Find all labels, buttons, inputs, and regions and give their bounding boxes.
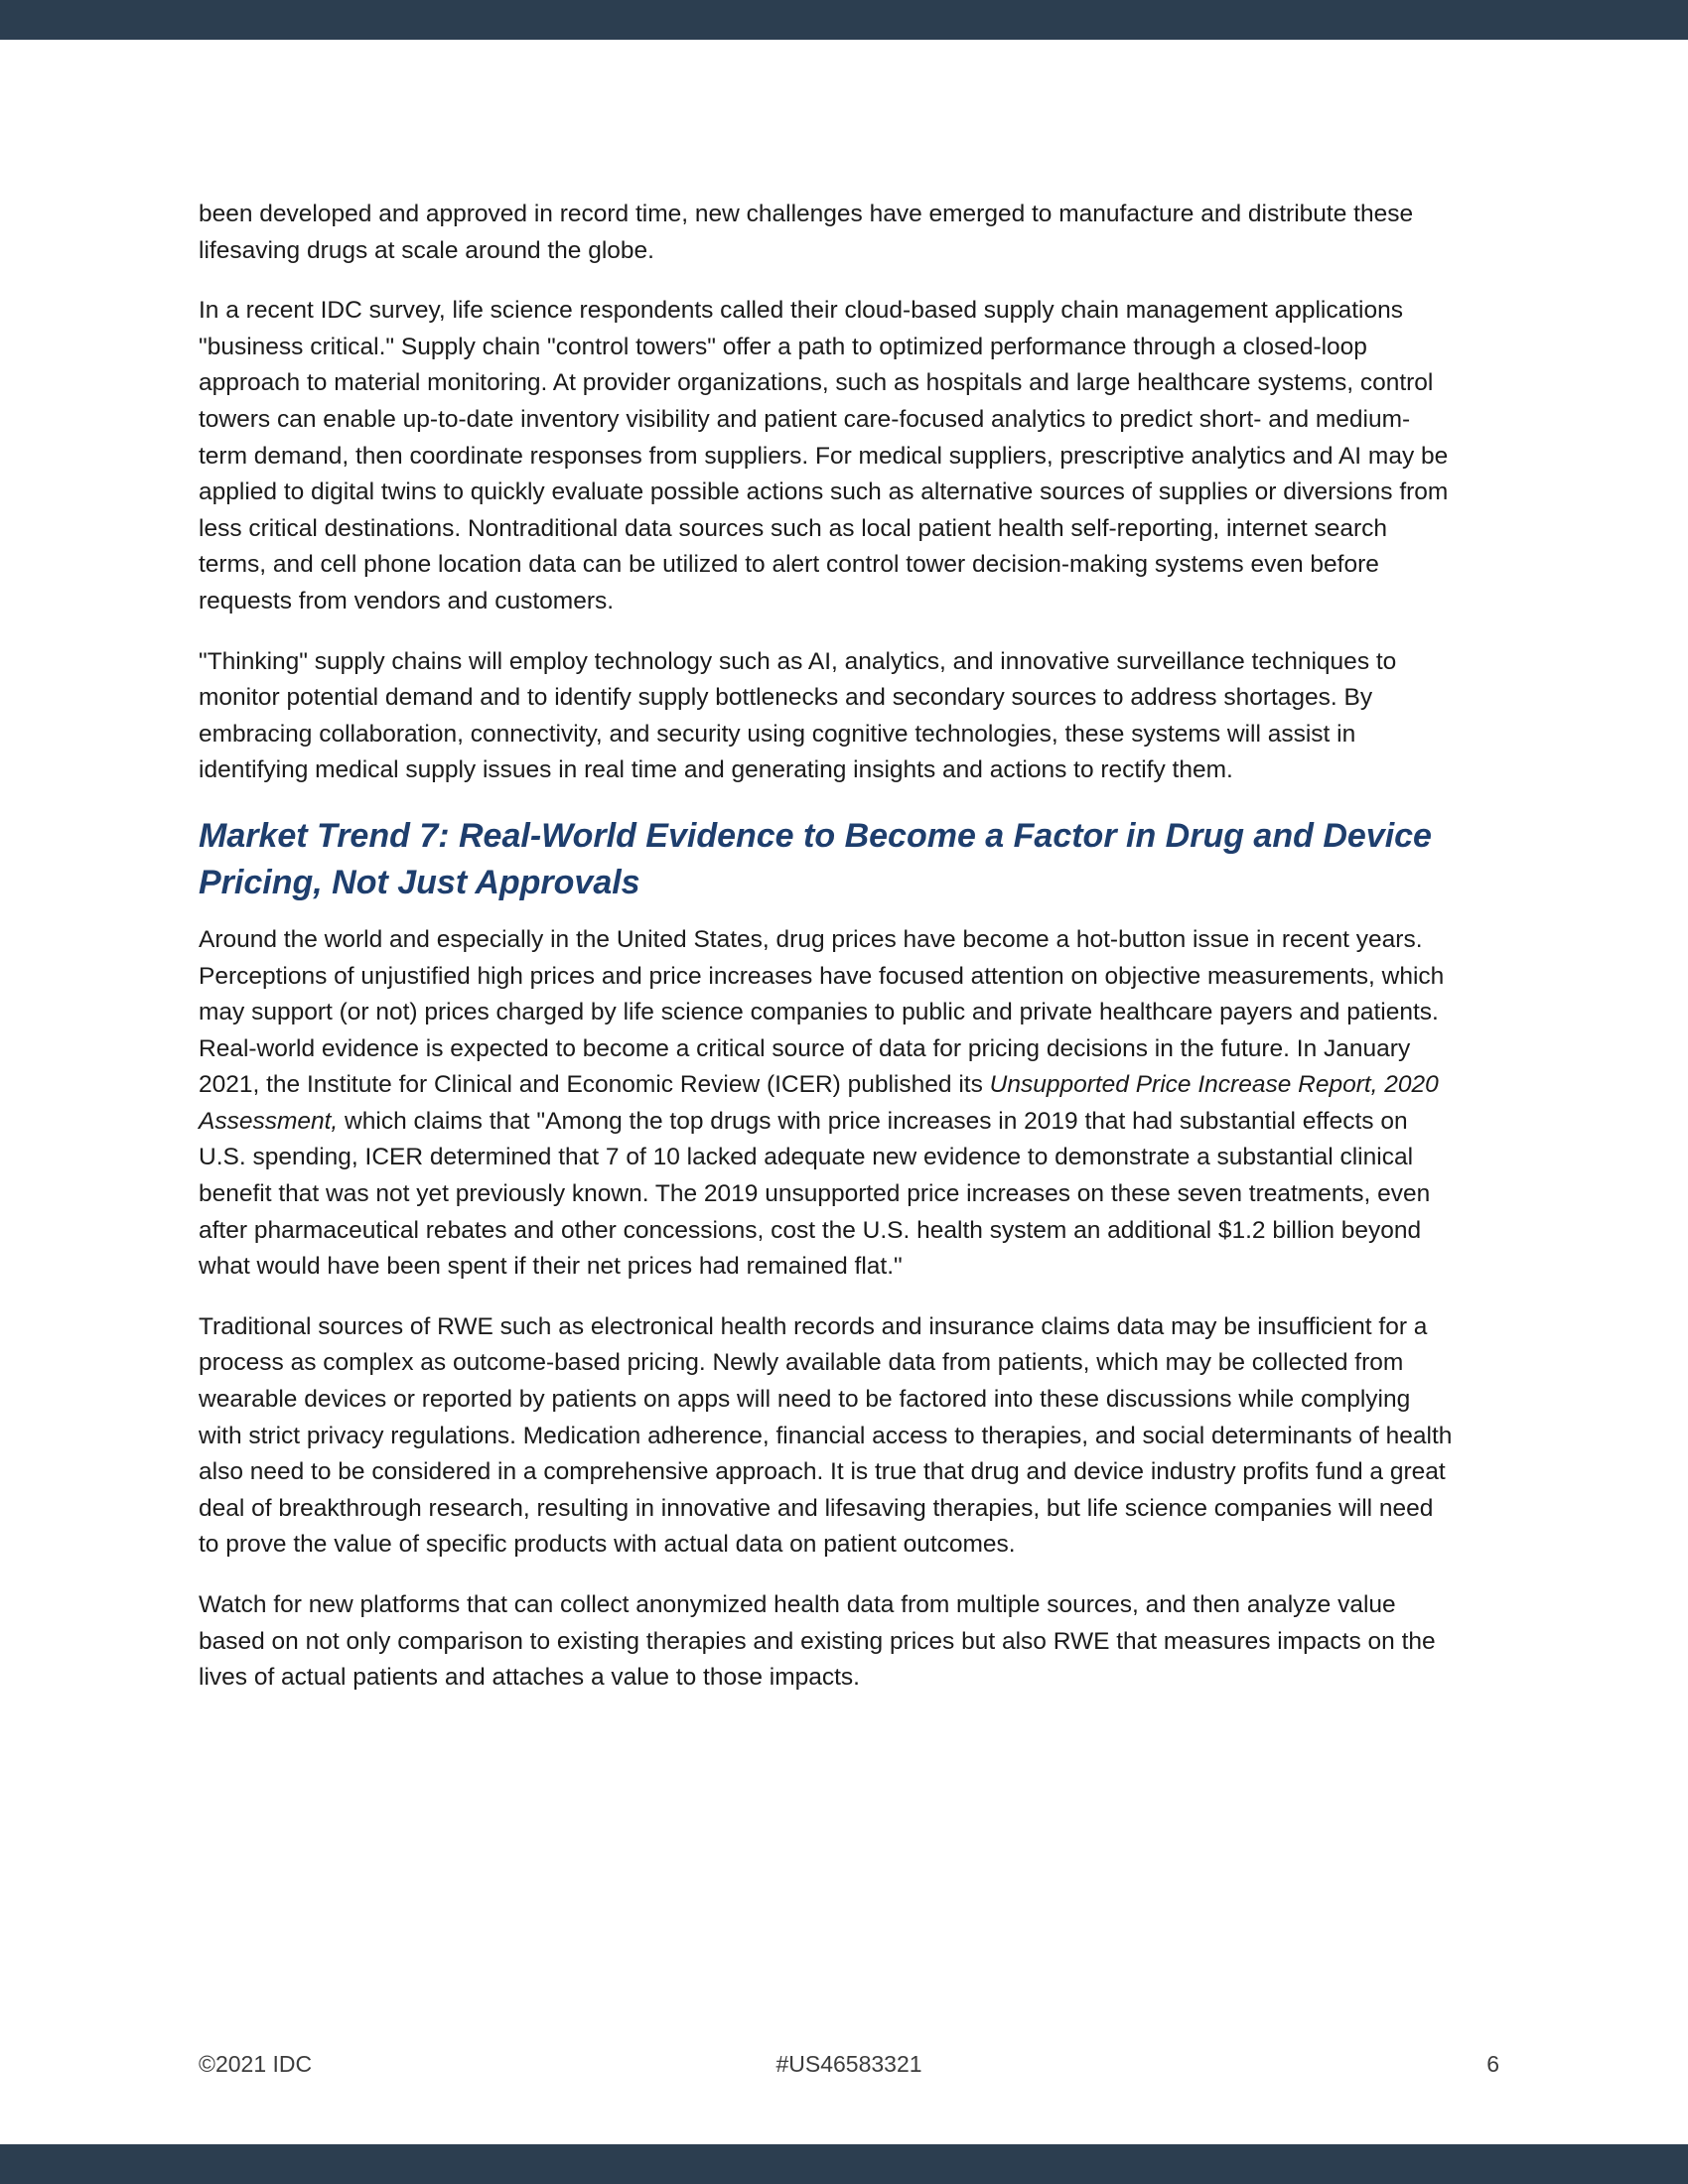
body-paragraph-5: Traditional sources of RWE such as electronical health records and insurance claims data may be insufficient for a process as complex as outcome-based pricing. Newly available data from patients, which may be collected from wearable devices or reported by patients on apps will need to be factored into these discussions while complying with strict privacy regulations. Medication adherence, financial access to therapies, and social determinants of health also need to be considered in a comprehensive approach. It is true that drug and device industry profits fund a great deal of breakthrough research, resulting in innovative and lifesaving therapies, but life science companies will need to prove the value of specific products with actual data on patient outcomes. <box>199 1312 1453 1559</box>
paragraph-4-text-before: Around the world and especially in the United States, drug prices have become a hot-button issue in recent years. Perceptions of unjustified high prices and price increases have focused attention on objective measurements, which may support (or not) prices charged by life science companies to public and private healthcare payers and patients. Real-world evidence is expected to become a critical source of data for pricing decisions in the future. In January 2021, the Institute for Clinical and Economic Review (ICER) published its <box>199 925 1445 1099</box>
body-paragraph-4 <box>199 922 1458 1286</box>
report-title-italic: Unsupported Price Increase Report, 2020 Assessment, <box>199 1071 1439 1135</box>
footer-page-number: 6 <box>1486 2051 1499 2077</box>
bottom-edge-bar <box>0 2144 1688 2184</box>
footer-copyright: ©2021 IDC <box>199 2051 313 2077</box>
body-paragraph-3: "Thinking" supply chains will employ technology such as AI, analytics, and innovative surveillance techniques to monitor potential demand and to identify supply bottlenecks and secondary sources to address shortages. By embracing collaboration, connectivity, and security using cognitive technologies, these systems will assist in identifying medical supply issues in real time and generating insights and actions to rectify them. <box>199 647 1397 784</box>
paragraph-4-text-after: which claims that "Among the top drugs with price increases in 2019 that had substantial effects on U.S. spending, ICER determined that 7 of 10 lacked adequate new evidence to demonstrate a substantial clinical benefit that was not yet previously known. The 2019 unsupported price increases on these seven treatments, even after pharmaceutical rebates and other concessions, cost the U.S. health system an additional $1.2 billion beyond what would have been spent if their net prices had remained flat." <box>199 1107 1431 1281</box>
body-paragraph-2: In a recent IDC survey, life science respondents called their cloud-based supply chain management applications "business critical." Supply chain "control towers" offer a path to optimized performance through a closed-loop approach to material monitoring. At provider organizations, such as hospitals and large healthcare systems, control towers can enable up-to-date inventory visibility and patient care-focused analytics to predict short- and medium-term demand, then coordinate responses from suppliers. For medical suppliers, prescriptive analytics and AI may be applied to digital twins to quickly evaluate possible actions such as alternative sources of supplies or diversions from less critical destinations. Nontraditional data sources such as local patient health self-reporting, internet search terms, and cell phone location data can be utilized to alert control tower decision-making systems even before requests from vendors and customers. <box>199 297 1449 614</box>
body-paragraph-6: Watch for new platforms that can collect anonymized health data from multiple sources, and then analyze value based on not only comparison to existing therapies and existing prices but also RWE that measures impacts on the lives of actual patients and attaches a value to those impacts. <box>199 1591 1436 1692</box>
top-edge-bar <box>0 0 1688 40</box>
body-paragraph-1: been developed and approved in record time, new challenges have emerged to manufacture and distribute these lifesaving drugs at scale around the globe. <box>199 201 1414 264</box>
page-content <box>199 197 1458 1720</box>
section-heading-market-trend-7: Market Trend 7: Real-World Evidence to Become a Factor in Drug and Device Pricing, Not Just Approvals <box>199 816 1432 901</box>
footer-document-id: #US46583321 <box>775 2051 922 2077</box>
page-footer <box>199 2051 1499 2083</box>
